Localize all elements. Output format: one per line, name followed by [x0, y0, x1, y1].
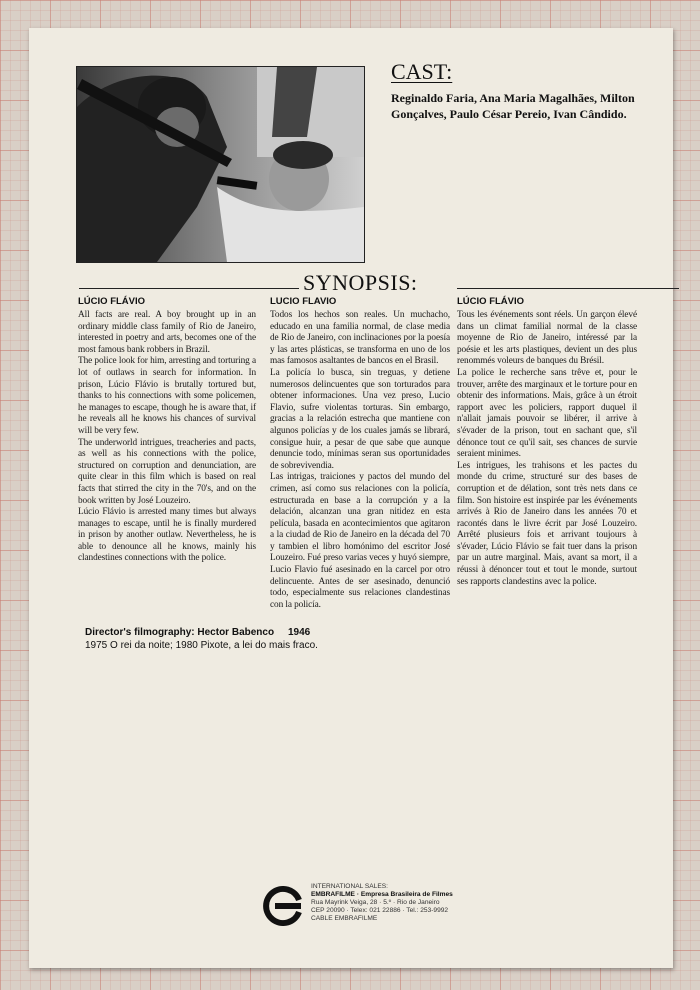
- column-title: LUCIO FLAVIO: [270, 296, 337, 307]
- contact-label: INTERNATIONAL SALES:: [311, 883, 388, 890]
- director-birth-year: 1946: [288, 627, 311, 638]
- contact-phones: CEP 20090 · Telex: 021 22886 · Tel.: 253-9992: [311, 907, 449, 914]
- sales-contact: [311, 883, 453, 923]
- contact-company-line: [311, 891, 453, 899]
- synopsis-heading-row: [79, 270, 634, 296]
- column-title: LÚCIO FLÁVIO: [457, 296, 525, 307]
- column-title: LÚCIO FLÁVIO: [78, 296, 146, 307]
- heading-rule-left: [79, 288, 299, 289]
- cast-names: Reginaldo Faria, Ana Maria Magalhães, Milton Gonçalves, Paulo César Pereio, Ivan Cândido.: [391, 91, 635, 121]
- synopsis-paragraph: Lúcio Flávio is arrested many times but always manages to escape, until he is finally murdered in prison by another outlaw. Nevertheless, he is able to denounce all he knows, mainly his clandestines connections with the police.: [78, 507, 256, 564]
- contact-company: EMBRAFILME: [311, 891, 355, 898]
- synopsis-column-english: [78, 296, 256, 565]
- synopsis-paragraph: The underworld intrigues, treacheries and pacts, as well as his connections with the police, structured on corruption and denunciation, are quite clear in this film which is based on real facts that stirred the city in the 70's, and on the book written by José Louzeiro.: [78, 437, 256, 506]
- filmography-list: 1975 O rei da noite; 1980 Pixote, a lei do mais fraco.: [85, 640, 318, 651]
- contact-company-full: · Empresa Brasileira de Filmes: [356, 891, 453, 898]
- filmography-heading: [85, 627, 310, 638]
- synopsis-paragraph: Las intrigas, traiciones y pactos del mundo del crimen, así como sus relaciones con la policía, estructurada en base a la corrupción y a la delación, alcanzan una gran nitidez en esta película, basada en acontecimientos que agitaron a la ciudad de Rio de Janeiro en la década del 70 y tambien el libro homónimo del escritor José Louzeiro. Fué preso varias veces y huyó siempre, Lucio Flavio fué asesinado en la carcel por otro delincuente. Antes de ser asesinado, denunció todo, especialmente sus relaciones clandestinas con la policía.: [270, 472, 450, 610]
- synopsis-paragraph: Todos los hechos son reales. Un muchacho, educado en una familia normal, de clase media de Rio de Janeiro, con inclinaciones por la poesía y las artes plásticas, se transforma en uno de los mas famosos asaltantes de bancos en el Brasil.: [270, 310, 450, 367]
- film-still-photo: [76, 66, 365, 263]
- synopsis-heading: SYNOPSIS:: [303, 270, 418, 295]
- synopsis-paragraph: Les intrigues, les trahisons et les pactes du monde du crime, structuré sur des bases de corruption et de délation, sont très nets dans ce film. Son histoire est inspirée par les événements arrivés à Rio de Janeiro dans les années 70 et racontés dans le livre écrit par José Louzeiro. Arrêté plusieurs fois et arrivant toujours à s'évader, Lúcio Flávio se fait tuer dans la prison par un autre marginal. Mais, avant sa mort, il a réussi à dénoncer tout et tout le monde, surtout ses rapports clandestins avec la police.: [457, 460, 637, 587]
- film-still-image: [77, 67, 364, 262]
- contact-cable: CABLE EMBRAFILME: [311, 915, 378, 922]
- synopsis-paragraph: La police le recherche sans trêve et, pour le trouver, arrête des marginaux et le torture pour en obtenir des informations. Mais, grâce à un étroit rapport avec les policiers, rapport duquel il n'allait jamais pouvoir se libérer, il arrive à s'évader de la prison, tout en sachant que, s'il dénonce tout ce qu'il sait, ses chances de survie seraient minimes.: [457, 367, 637, 460]
- synopsis-column-french: [457, 296, 637, 588]
- synopsis-paragraph: The police look for him, arresting and torturing a lot of outlaws in search for information. In prison, Lúcio Flávio is brutally tortured but, thanks to his connections with some policemen, he manages to escape, though he is aware that, if he reveals all he knows his chances of survival will be very few.: [78, 356, 256, 436]
- heading-rule-right: [457, 288, 679, 289]
- cast-heading: CAST:: [391, 59, 453, 84]
- embrafilme-logo-icon: [263, 886, 303, 926]
- contact-address: Rua Mayrink Veiga, 28 · 5.º · Rio de Janeiro: [311, 899, 440, 906]
- press-sheet: [29, 28, 673, 968]
- synopsis-paragraph: Tous les événements sont réels. Un garçon élevé dans un climat familial normal de la classe moyenne de Rio de Janeiro, intéressé par la poésie et les arts plastiques, devient un des plus renommés voleurs de banques du Brésil.: [457, 310, 637, 367]
- synopsis-paragraph: All facts are real. A boy brought up in an ordinary middle class family of Rio de Janeiro, interested in poetry and arts, becomes one of the most famous bank robbers in Brazil.: [78, 310, 256, 355]
- synopsis-column-spanish: [270, 296, 450, 611]
- filmography-title: Director's filmography: Hector Babenco: [85, 627, 275, 638]
- synopsis-paragraph: La policía lo busca, sin treguas, y detiene numerosos delincuentes que son torturados para obtener informaciones. Una vez preso, Lucio Flavio, sufre violentas torturas. Sin embargo, gracias a la relación estrecha que mantiene con algunos policías y de los cuales jamás se librará, consigue huir, a pesar de que sabe que aunque denuncie todo, mínimas seran sus oportunidades de sobrevivendia.: [270, 367, 450, 471]
